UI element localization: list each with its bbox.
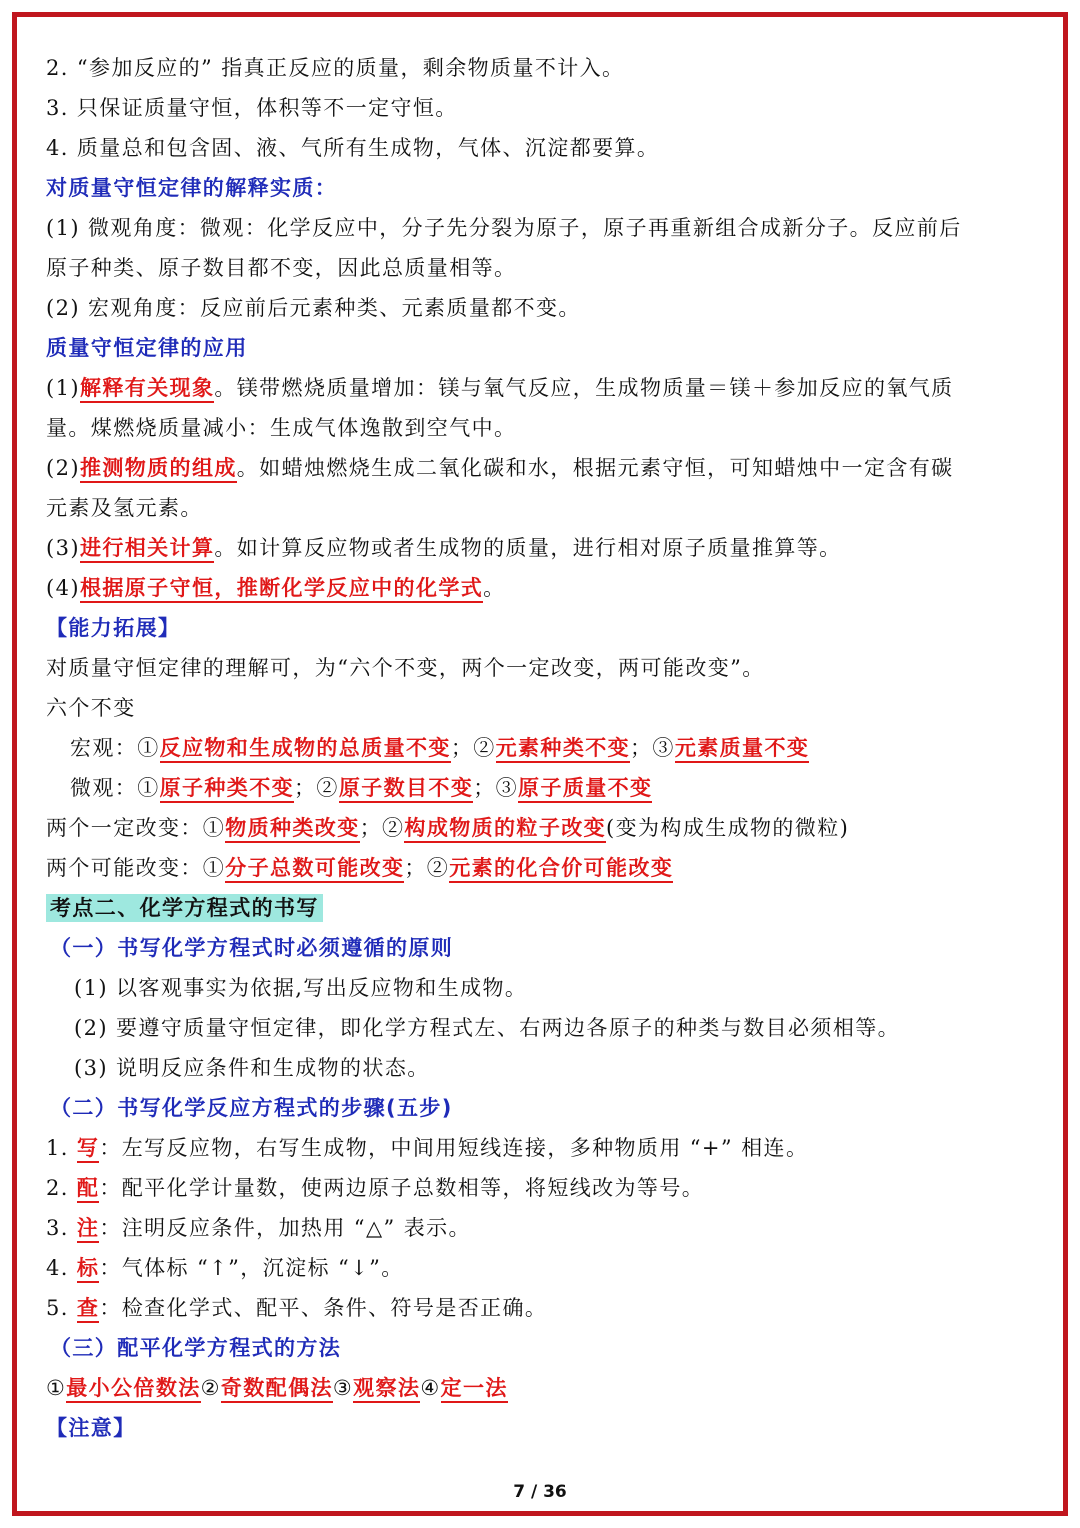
principle-3: (3) 说明反应条件和生成物的状态。	[74, 1056, 430, 1080]
two-may-change-line: 两个可能改变：①分子总数可能改变；②元素的化合价可能改变	[46, 848, 673, 888]
step-1: 1. 写：左写反应物，右写生成物，中间用短线连接，多种物质用 “+” 相连。	[46, 1128, 808, 1168]
macro-perspective: (2) 宏观角度：反应前后元素种类、元素质量都不变。	[46, 296, 581, 320]
application-1: (1)解释有关现象。镁带燃烧质量增加：镁与氧气反应，生成物质量＝镁＋参加反应的氧气质	[46, 368, 954, 408]
principle-2: (2) 要遵守质量守恒定律，即化学方程式左、右两边各原子的种类与数目必须相等。	[74, 1016, 901, 1040]
micro-unchanged-line: 微观：①原子种类不变；②原子数目不变；③原子质量不变	[70, 768, 652, 808]
step-5: 5. 查：检查化学式、配平、条件、符号是否正确。	[46, 1288, 547, 1328]
application-4: (4)根据原子守恒，推断化学反应中的化学式。	[46, 568, 506, 608]
step-3: 3. 注：注明反应条件，加热用 “△” 表示。	[46, 1208, 471, 1248]
note-line-4: 4. 质量总和包含固、液、气所有生成物，气体、沉淀都要算。	[46, 136, 660, 160]
step-2: 2. 配：配平化学计量数，使两边原子总数相等，将短线改为等号。	[46, 1168, 704, 1208]
heading-note: 【注意】	[46, 1416, 136, 1440]
macro-unchanged-line: 宏观：①反应物和生成物的总质量不变；②元素种类不变；③元素质量不变	[70, 728, 809, 768]
subheading-principles: （一）书写化学方程式时必须遵循的原则	[50, 936, 454, 960]
note-line-2: 2. “参加反应的” 指真正反应的质量，剩余物质量不计入。	[46, 56, 625, 80]
subheading-steps: （二）书写化学反应方程式的步骤(五步)	[50, 1096, 453, 1120]
note-line-3: 3. 只保证质量守恒，体积等不一定守恒。	[46, 96, 458, 120]
page-number: 7 / 36	[513, 1482, 567, 1502]
section-2-title: 考点二、化学方程式的书写	[46, 888, 323, 928]
application-2: (2)推测物质的组成。如蜡烛燃烧生成二氧化碳和水，根据元素守恒，可知蜡烛中一定含有碳	[46, 448, 954, 488]
micro-perspective: (1) 微观角度：微观：化学反应中，分子先分裂为原子，原子再重新组合成新分子。反应前后	[46, 216, 962, 240]
heading-explanation: 对质量守恒定律的解释实质：	[46, 176, 338, 200]
balancing-methods-line: ①最小公倍数法②奇数配偶法③观察法④定一法	[46, 1368, 508, 1408]
principle-1: (1) 以客观事实为依据,写出反应物和生成物。	[74, 976, 528, 1000]
two-must-change-line: 两个一定改变：①物质种类改变；②构成物质的粒子改变(变为构成生成物的微粒)	[46, 808, 849, 848]
micro-perspective-cont: 原子种类、原子数目都不变，因此总质量相等。	[46, 256, 517, 280]
application-2-cont: 元素及氢元素。	[46, 496, 203, 520]
extension-intro: 对质量守恒定律的理解可，为“六个不变，两个一定改变，两可能改变”。	[46, 656, 765, 680]
six-unchanged-label: 六个不变	[46, 696, 136, 720]
application-3: (3)进行相关计算。如计算反应物或者生成物的质量，进行相对原子质量推算等。	[46, 528, 842, 568]
heading-application: 质量守恒定律的应用	[46, 336, 248, 360]
heading-ability-extension: 【能力拓展】	[46, 616, 181, 640]
application-1-cont: 量。煤燃烧质量减小：生成气体逸散到空气中。	[46, 416, 517, 440]
step-4: 4. 标：气体标 “↑”，沉淀标 “↓”。	[46, 1248, 404, 1288]
subheading-balancing-methods: （三）配平化学方程式的方法	[50, 1336, 342, 1360]
